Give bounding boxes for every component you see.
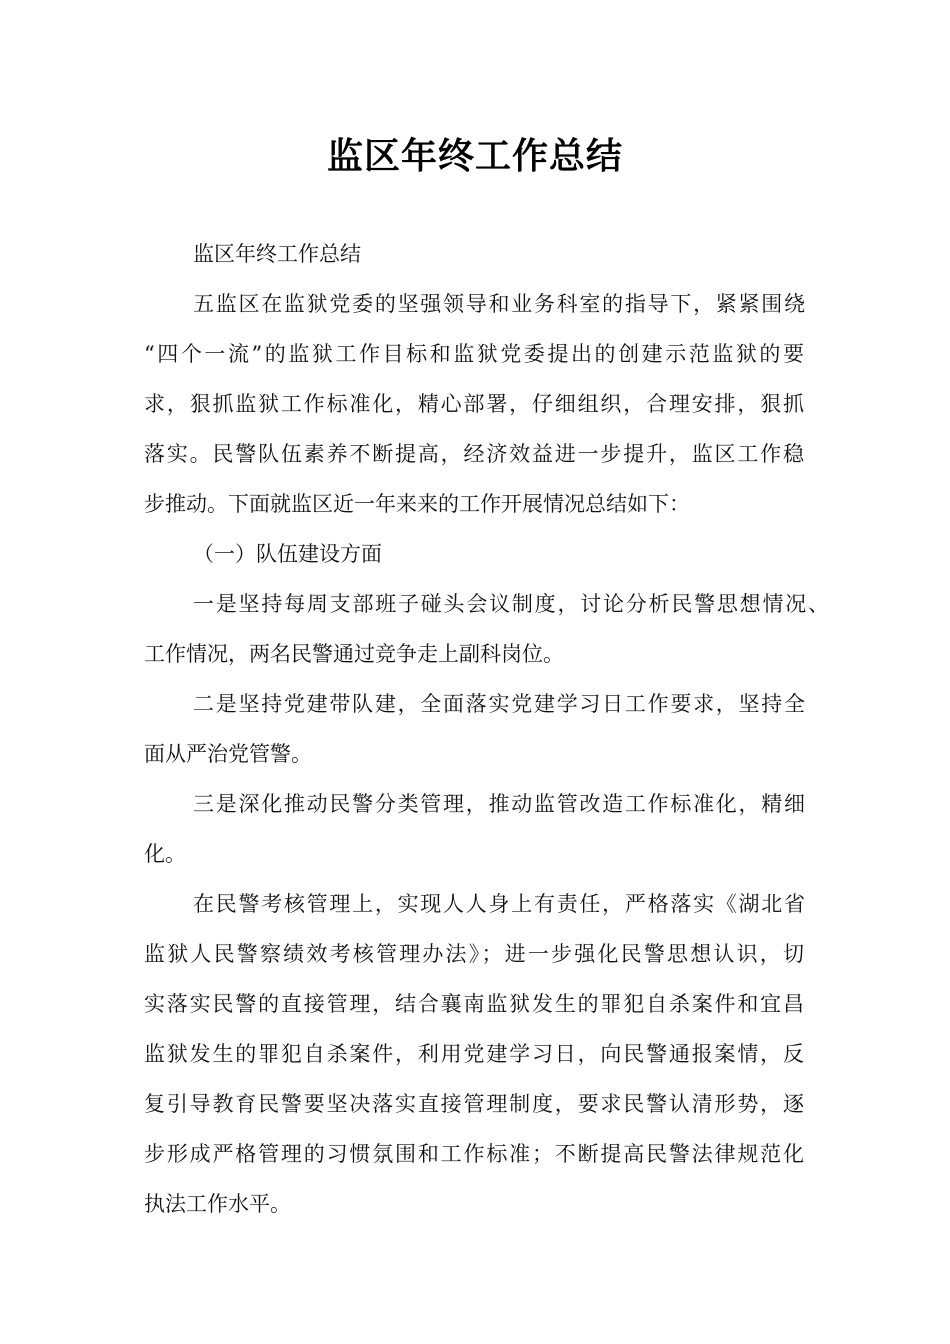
document-title: 监区年终工作总结 [326,136,623,177]
paragraph-line: 二是坚持党建带队建，全面落实党建学习日工作要求，坚持全 [193,692,805,716]
paragraph-line: 一是坚持每周支部班子碰头会议制度，讨论分析民警思想情况、 [193,592,829,616]
subtitle-line: 监区年终工作总结 [193,242,361,266]
paragraph-line: 三是深化推动民警分类管理，推动监管改造工作标准化，精细 [193,792,805,816]
paragraph-line: 实落实民警的直接管理，结合襄南监狱发生的罪犯自杀案件和宜昌 [144,992,804,1016]
paragraph-line: 化。 [144,842,186,866]
paragraph-line: 执法工作水平。 [144,1192,291,1216]
paragraph-line: 步推动。下面就监区近一年来来的工作开展情况总结如下： [144,492,690,516]
paragraph-line: 监狱发生的罪犯自杀案件，利用党建学习日，向民警通报案情，反 [144,1042,804,1066]
paragraph-line: 面从严治党管警。 [144,742,312,766]
paragraph-line: 监狱人民警察绩效考核管理办法》；进一步强化民警思想认识，切 [144,942,804,966]
paragraph-line: 在民警考核管理上，实现人人身上有责任，严格落实《湖北省 [193,892,805,916]
paragraph-line: “四个一流”的监狱工作目标和监狱党委提出的创建示范监狱的要 [144,342,804,366]
paragraph-line: 步形成严格管理的习惯氛围和工作标准；不断提高民警法律规范化 [144,1142,804,1166]
paragraph-line: 工作情况，两名民警通过竞争走上副科岗位。 [144,642,564,666]
paragraph-line: 落实。民警队伍素养不断提高，经济效益进一步提升，监区工作稳 [144,442,804,466]
paragraph-line: 五监区在监狱党委的坚强领导和业务科室的指导下，紧紧围绕 [193,292,805,316]
paragraph-line: 求，狠抓监狱工作标准化，精心部署，仔细组织，合理安排，狠抓 [144,392,804,416]
section-heading: （一）队伍建设方面 [193,542,382,566]
paragraph-line: 复引导教育民警要坚决落实直接管理制度，要求民警认清形势，逐 [144,1092,804,1116]
